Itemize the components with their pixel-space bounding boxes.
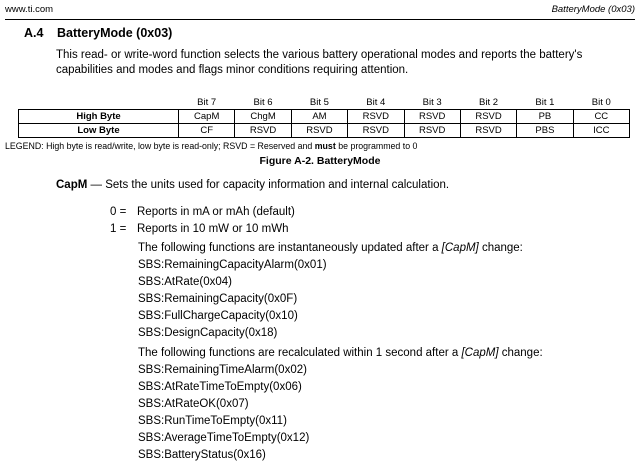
function-item: SBS:RemainingTimeAlarm(0x02): [138, 364, 307, 376]
bit-cell: RSVD: [404, 124, 460, 138]
option-text: Reports in 10 mW or 10 mWh: [137, 223, 289, 235]
bit-cell: RSVD: [460, 110, 516, 124]
function-item: SBS:RemainingCapacity(0x0F): [138, 293, 298, 305]
capm-description: Sets the units used for capacity information and internal calculation.: [105, 179, 450, 191]
section-title: BatteryMode (0x03): [57, 26, 173, 40]
note-prefix: The following functions are instantaneously updated after a: [138, 242, 442, 254]
bit-header: Bit 5: [309, 97, 329, 108]
function-item: SBS:AtRate(0x04): [138, 276, 232, 288]
function-item: SBS:FullChargeCapacity(0x10): [138, 310, 298, 322]
capm-dash: —: [87, 179, 106, 191]
bit-cell: ICC: [573, 124, 629, 138]
bit-cell: RSVD: [235, 124, 291, 138]
function-item: SBS:RunTimeToEmpty(0x11): [138, 415, 287, 427]
bit-cell: AM: [291, 110, 347, 124]
function-item: SBS:RemainingCapacityAlarm(0x01): [138, 259, 327, 271]
row-label: Low Byte: [19, 124, 179, 138]
bit-cell: CF: [179, 124, 235, 138]
function-item: SBS:AtRateOK(0x07): [138, 398, 249, 410]
note-term: [CapM]: [441, 242, 479, 254]
note-term: [CapM]: [461, 347, 499, 359]
bit-header: Bit 1: [535, 97, 555, 108]
figure-caption: Figure A-2. BatteryMode: [259, 155, 381, 167]
header-rule: [5, 19, 635, 20]
note-suffix: change:: [498, 347, 543, 359]
bit-header: Bit 4: [366, 97, 386, 108]
function-item: SBS:AtRateTimeToEmpty(0x06): [138, 381, 302, 393]
row-label: High Byte: [19, 110, 179, 124]
high-byte-row: [19, 110, 630, 124]
register-table: [18, 96, 630, 138]
note-prefix: The following functions are recalculated within 1 second after a: [138, 347, 462, 359]
option-text: Reports in mA or mAh (default): [137, 206, 295, 218]
bit-cell: RSVD: [404, 110, 460, 124]
bit-cell: RSVD: [291, 124, 347, 138]
section-number: A.4: [24, 26, 44, 40]
capm-term: CapM: [56, 179, 88, 191]
bit-cell: CapM: [179, 110, 235, 124]
running-title: BatteryMode (0x03): [551, 4, 635, 15]
bit-cell: PB: [517, 110, 573, 124]
bit-header: Bit 3: [422, 97, 442, 108]
corner-cell: [19, 96, 179, 110]
note-suffix: change:: [478, 242, 523, 254]
instant-note: [138, 240, 523, 257]
bit-cell: PBS: [517, 124, 573, 138]
bit-cell: RSVD: [348, 110, 404, 124]
bit-cell: ChgM: [235, 110, 291, 124]
legend-prefix: LEGEND: High byte is read/write, low byte is read-only; RSVD = Reserved and: [5, 141, 315, 151]
option-item: [110, 223, 288, 235]
legend-emphasis: must: [314, 141, 336, 151]
recalc-block: [138, 345, 543, 464]
intro-paragraph: This read- or write-word function selects the various battery operational modes and reports the battery's capabilities and modes and flags minor conditions requiring attention.: [56, 49, 583, 76]
option-key: 0 =: [110, 206, 127, 218]
capm-definition: [56, 179, 449, 191]
function-item: SBS:DesignCapacity(0x18): [138, 327, 278, 339]
page-header: [5, 3, 635, 20]
bit-header: Bit 6: [253, 97, 273, 108]
bit-cell: RSVD: [348, 124, 404, 138]
function-item: SBS:AverageTimeToEmpty(0x12): [138, 432, 310, 444]
instant-update-block: [138, 240, 523, 342]
function-item: SBS:BatteryStatus(0x16): [138, 449, 266, 461]
bit-header: Bit 2: [479, 97, 499, 108]
bit-header-row: [19, 96, 630, 110]
option-key: 1 =: [110, 223, 127, 235]
option-item: [110, 206, 295, 218]
legend: [5, 141, 417, 151]
legend-suffix: be programmed to 0: [335, 141, 418, 151]
bit-header: Bit 7: [197, 97, 217, 108]
low-byte-row: [19, 124, 630, 138]
recalc-note: [138, 345, 543, 362]
bit-cell: CC: [573, 110, 629, 124]
section-heading: [24, 26, 172, 40]
bit-cell: RSVD: [460, 124, 516, 138]
bit-header: Bit 0: [591, 97, 611, 108]
site-url: www.ti.com: [5, 4, 54, 15]
